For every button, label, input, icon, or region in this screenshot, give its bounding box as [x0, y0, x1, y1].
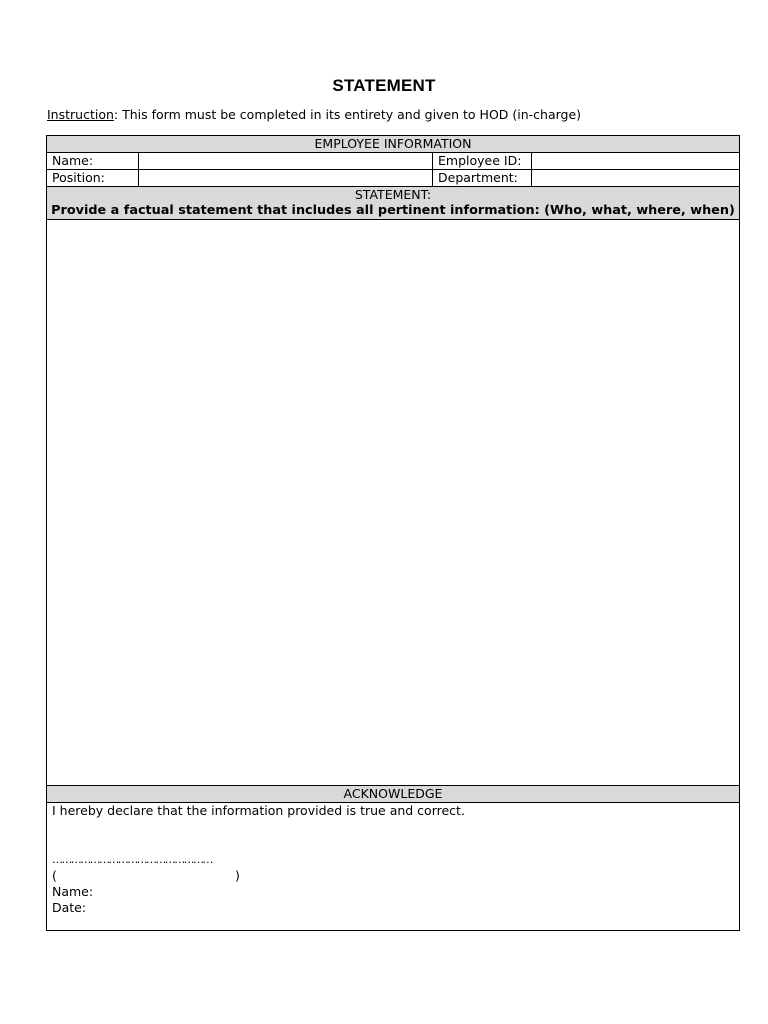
declaration-text: I hereby declare that the information provided is true and correct. — [52, 803, 465, 818]
ack-date-label: Date: — [52, 900, 87, 915]
statement-form — [46, 135, 740, 931]
statement-header — [47, 187, 739, 220]
employee-info-header: EMPLOYEE INFORMATION — [47, 136, 739, 153]
signature-paren-open: ( — [52, 868, 57, 883]
statement-body-field[interactable] — [47, 220, 739, 786]
page-title: STATEMENT — [332, 76, 436, 95]
department-label: Department: — [432, 170, 531, 186]
acknowledge-header: ACKNOWLEDGE — [47, 786, 739, 803]
position-field[interactable] — [138, 170, 432, 186]
employee-id-field[interactable] — [531, 153, 739, 169]
employee-row-name — [47, 153, 739, 170]
department-field[interactable] — [531, 170, 739, 186]
statement-instruction: Provide a factual statement that includes all pertinent information: (Who, what, where, when) — [51, 203, 735, 218]
instruction-line — [47, 107, 581, 122]
employee-id-label: Employee ID: — [432, 153, 531, 169]
ack-name-label: Name: — [52, 884, 94, 899]
name-label: Name: — [52, 153, 94, 168]
position-label: Position: — [52, 170, 105, 185]
statement-title: STATEMENT: — [354, 187, 432, 202]
employee-row-position — [47, 170, 739, 187]
instruction-text: : This form must be completed in its entirety and given to HOD (in-charge) — [113, 107, 582, 122]
name-field[interactable] — [138, 153, 432, 169]
signature-paren-close: ) — [235, 868, 240, 883]
instruction-label: Instruction — [47, 107, 114, 122]
signature-line[interactable]: …………………………………………… — [52, 853, 212, 866]
acknowledge-section — [47, 803, 739, 930]
